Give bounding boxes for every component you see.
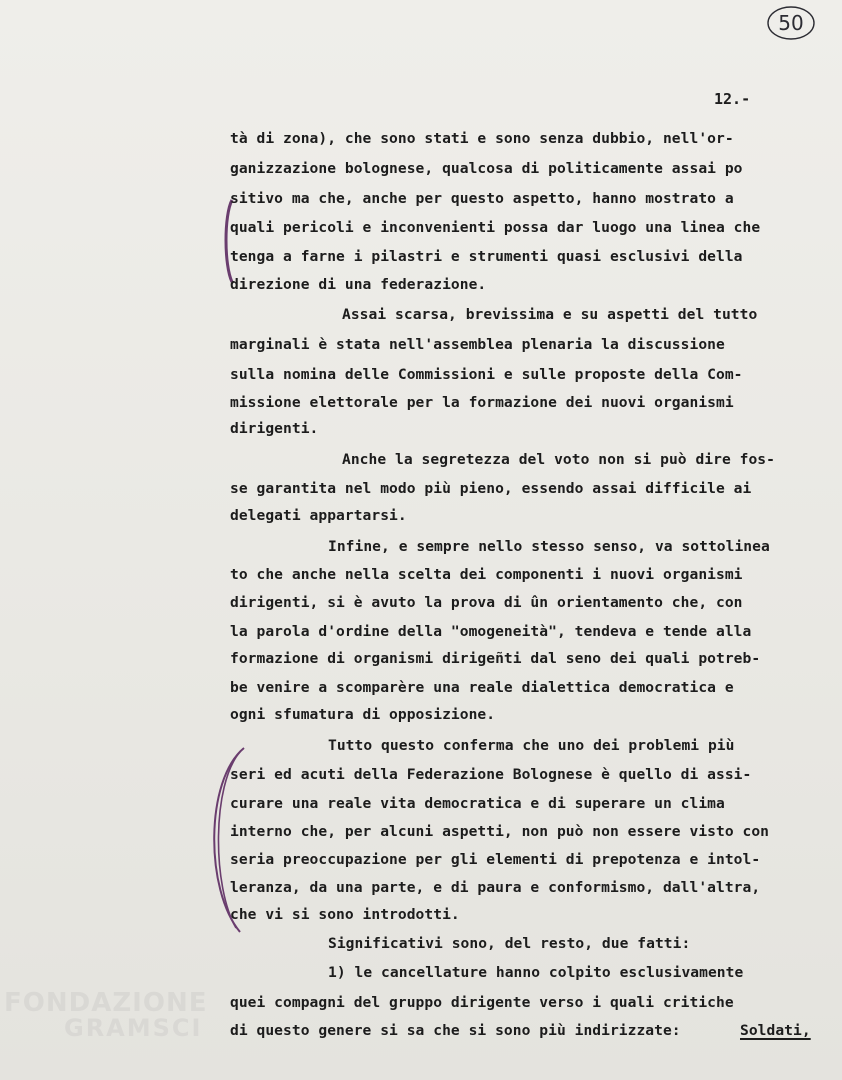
- text-line: tenga a farne i pilastri e strumenti quasi esclusivi della: [230, 248, 743, 265]
- text-line: ogni sfumatura di opposizione.: [230, 706, 496, 723]
- text-line: missione elettorale per la formazione dei nuovi organismi: [230, 394, 734, 411]
- text-line: quei compagni del gruppo dirigente verso i quali critiche: [230, 994, 734, 1011]
- text-line: Anche la segretezza del voto non si può dire fos-: [342, 451, 775, 468]
- text-line: to che anche nella scelta dei componenti i nuovi organismi: [230, 566, 743, 583]
- watermark-line-1: FONDAZIONE: [4, 988, 208, 1018]
- text-line: curare una reale vita democratica e di superare un clima: [230, 795, 725, 812]
- folio-number: 50: [778, 11, 804, 35]
- text-line: Significativi sono, del resto, due fatti:: [328, 935, 691, 952]
- text-line: seria preoccupazione per gli elementi di prepotenza e intol-: [230, 851, 761, 868]
- text-line: dirigenti.: [230, 420, 319, 437]
- text-line: se garantita nel modo più pieno, essendo assai difficile ai: [230, 480, 752, 497]
- text-line: sitivo ma che, anche per questo aspetto, hanno mostrato a: [230, 190, 734, 207]
- page-number: 12.-: [714, 90, 751, 108]
- text-line: 1) le cancellature hanno colpito esclusivamente: [328, 964, 744, 981]
- text-line: be venire a scomparère una reale dialettica democratica e: [230, 679, 734, 696]
- text-line: marginali è stata nell'assemblea plenaria la discussione: [230, 336, 725, 353]
- text-line: interno che, per alcuni aspetti, non può non essere visto con: [230, 823, 770, 840]
- text-line: dirigenti, si è avuto la prova di ûn orientamento che, con: [230, 594, 743, 611]
- text-line: leranza, da una parte, e di paura e conformismo, dall'altra,: [230, 879, 761, 896]
- text-line: quali pericoli e inconvenienti possa dar luogo una linea che: [230, 219, 761, 236]
- text-line: sulla nomina delle Commissioni e sulle proposte della Com-: [230, 366, 743, 383]
- text-line: che vi si sono introdotti.: [230, 906, 460, 923]
- watermark-line-2: GRAMSCI: [64, 1014, 203, 1042]
- text-line: direzione di una federazione.: [230, 276, 487, 293]
- text-line: di questo genere si sa che si sono più indirizzate:: [230, 1022, 681, 1039]
- text-line: Tutto questo conferma che uno dei problemi più: [328, 737, 735, 754]
- text-line: seri ed acuti della Federazione Bolognese è quello di assi-: [230, 766, 752, 783]
- text-line: Infine, e sempre nello stesso senso, va sottolinea: [328, 538, 770, 555]
- text-line: formazione di organismi dirigeñti dal seno dei quali potreb-: [230, 650, 761, 667]
- underlined-name: Soldati,: [740, 1022, 811, 1039]
- text-line: delegati appartarsi.: [230, 507, 407, 524]
- text-line: tà di zona), che sono stati e sono senza dubbio, nell'or-: [230, 130, 734, 147]
- text-line: Assai scarsa, brevissima e su aspetti del tutto: [342, 306, 758, 323]
- text-line: la parola d'ordine della "omogeneità", tendeva e tende alla: [230, 623, 752, 640]
- text-line: ganizzazione bolognese, qualcosa di politicamente assai po: [230, 160, 743, 177]
